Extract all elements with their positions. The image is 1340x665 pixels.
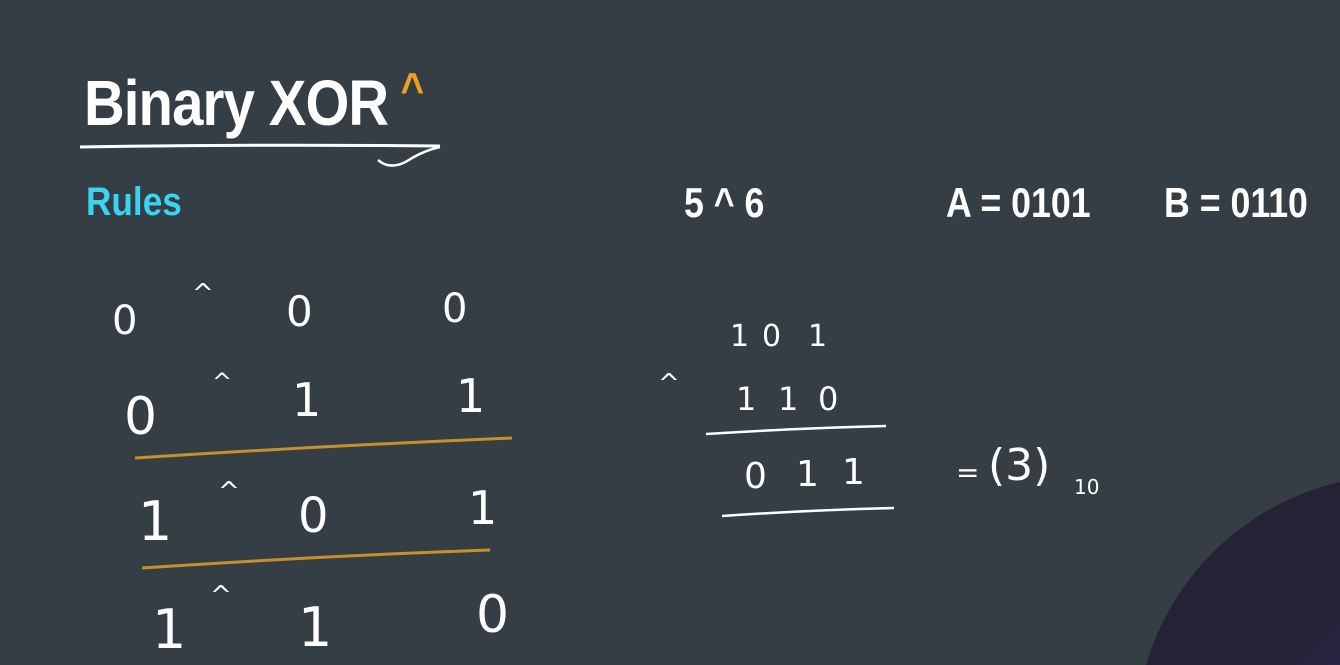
variable-a: A = 0101 [946, 179, 1091, 226]
rule-result: 1 [456, 369, 486, 423]
result-digit: 1 [842, 452, 865, 493]
rule-op: ^ [212, 368, 233, 396]
decorative-purple-orb [1135, 475, 1340, 665]
rules-heading: Rules [86, 180, 182, 224]
sum-line [706, 426, 886, 434]
result-row [744, 452, 865, 497]
title-caret-symbol: ^ [400, 63, 424, 115]
decimal-base: 10 [1074, 475, 1100, 499]
xor-expression: 5 ^ 6 [684, 179, 765, 226]
check-mark [378, 147, 440, 166]
decimal-value: (3) [988, 440, 1051, 491]
rule-b: 1 [298, 596, 333, 659]
title-underline [80, 145, 440, 147]
rule-b: 0 [286, 287, 313, 336]
row-divider [142, 550, 490, 568]
rule-row [124, 368, 485, 447]
operand-a-digit: 1 [808, 319, 828, 354]
rule-op: ^ [218, 477, 240, 507]
rule-a: 0 [124, 387, 158, 447]
rule-b: 0 [298, 488, 329, 544]
equals-sign: = [956, 456, 980, 489]
operand-b-row [736, 380, 838, 418]
rule-a: 1 [138, 490, 173, 553]
rule-row [152, 581, 509, 661]
operand-a-digit: 0 [762, 319, 782, 354]
rule-row [112, 279, 467, 344]
operand-b-digit: 1 [778, 380, 799, 418]
rule-result: 0 [442, 286, 468, 332]
rule-op: ^ [210, 581, 232, 611]
rule-a: 1 [152, 598, 187, 661]
result-underline [722, 508, 894, 516]
operand-a-digit: 1 [730, 319, 750, 354]
operand-b-digit: 0 [818, 380, 839, 418]
rule-result: 0 [476, 585, 510, 645]
rule-result: 1 [468, 481, 498, 535]
rule-a: 0 [112, 298, 138, 344]
variable-b: B = 0110 [1164, 179, 1308, 226]
operand-b-digit: 1 [736, 380, 757, 418]
operand-a-row [730, 319, 827, 354]
row-divider [135, 438, 512, 458]
rule-row [138, 477, 497, 553]
example-operator: ^ [658, 369, 680, 399]
result-digit: 0 [744, 456, 767, 497]
rule-op: ^ [192, 279, 214, 309]
slide-title: Binary XOR ^ [84, 63, 424, 139]
result-digit: 1 [796, 454, 819, 495]
rule-b: 1 [292, 373, 322, 427]
